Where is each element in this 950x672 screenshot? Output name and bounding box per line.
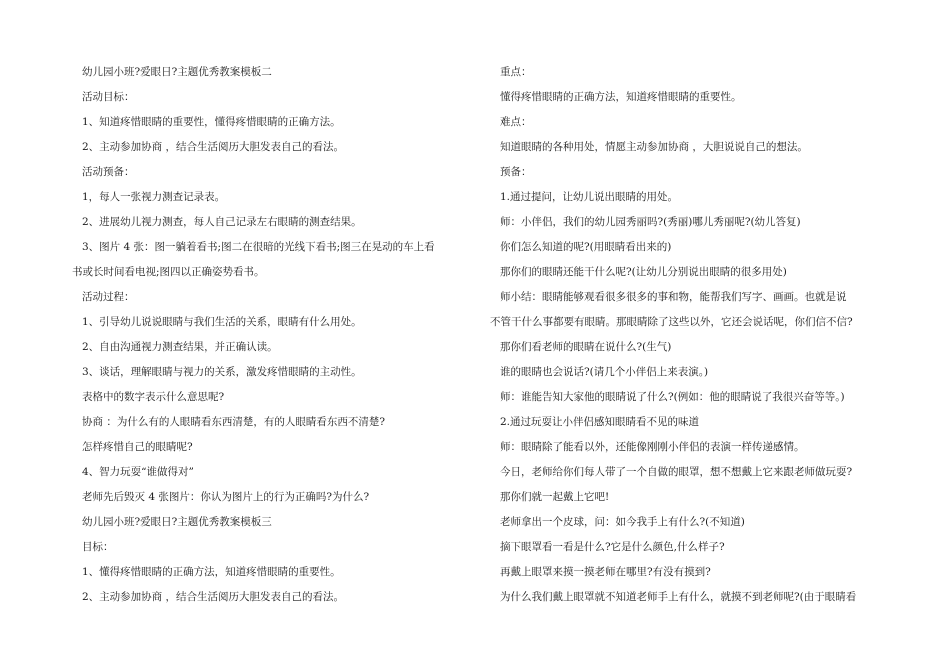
text-line: 老师先后毁灭 4 张图片：你认为图片上的行为正确吗?为什么?	[82, 491, 370, 503]
text-line: 今日，老师给你们每人带了一个自做的眼罩，想不想戴上它来跟老师做玩耍?	[500, 466, 853, 478]
text-line: 预备：	[500, 166, 532, 178]
text-line: 书或长时间看电视;图四以正确姿势看书。	[72, 266, 265, 278]
text-line: 1，每人一张视力测查记录表。	[82, 191, 226, 203]
text-line: 目标：	[82, 541, 114, 553]
text-line: 1、知道疼惜眼睛的重要性，懂得疼惜眼睛的正确方法。	[82, 116, 341, 128]
text-line: 怎样疼惜自己的眼睛呢?	[82, 441, 193, 453]
text-line: 2.通过玩耍让小伴侣感知眼睛看不见的味道	[500, 416, 700, 428]
text-line: 知道眼睛的各种用处，情愿主动参加协商 ，大胆说说自己的想法。	[500, 141, 808, 153]
text-line: 协商 ：为什么有的人眼睛看东西清楚，有的人眼睛看东西不清楚?	[82, 416, 385, 428]
text-line: 那你们就一起戴上它吧!	[500, 491, 610, 503]
text-line: 幼儿园小班?爱眼日?主题优秀教案模板二	[82, 66, 272, 78]
text-line: 2、主动参加协商 ，结合生活阅历大胆发表自己的看法。	[82, 141, 345, 153]
text-line: 1、懂得疼惜眼睛的正确方法，知道疼惜眼睛的重要性。	[82, 566, 341, 578]
text-line: 师：小伴侣，我们的幼儿园秀丽吗?(秀丽)哪儿秀丽呢?(幼儿答复)	[500, 216, 801, 228]
text-line: 师小结：眼睛能够观看很多很多的事和物，能帮我们写字、画画。也就是说	[500, 291, 847, 303]
text-line: 再戴上眼罩来摸一摸老师在哪里?有没有摸到?	[500, 566, 711, 578]
text-line: 2、主动参加协商 ，结合生活阅历大胆发表自己的看法。	[82, 591, 345, 603]
text-line: 那你们看老师的眼睛在说什么?(生气)	[500, 341, 672, 353]
text-line: 1、引导幼儿说说眼睛与我们生活的关系，眼睛有什么用处。	[82, 316, 362, 328]
text-line: 重点：	[500, 66, 532, 78]
text-line: 那你们的眼睛还能干什么呢?(让幼儿分别说出眼睛的很多用处)	[500, 266, 787, 278]
text-line: 师：谁能告知大家他的眼睛说了什么?(例如：他的眼睛说了我很兴奋等等。)	[500, 391, 845, 403]
text-line: 摘下眼罩看一看是什么?它是什么颜色,什么样子?	[500, 541, 725, 553]
left-column	[72, 60, 460, 610]
text-line: 你们怎么知道的呢?(用眼睛看出来的)	[500, 241, 672, 253]
text-line: 4、智力玩耍“谁做得对”	[82, 466, 194, 478]
text-line: 表格中的数字表示什么意思呢?	[82, 391, 225, 403]
text-line: 3、谈话，理解眼睛与视力的关系，激发疼惜眼睛的主动性。	[82, 366, 362, 378]
text-line: 活动预备：	[82, 166, 135, 178]
text-line: 师：眼睛除了能看以外，还能像刚刚小伴侣的表演一样传递感情。	[500, 441, 805, 453]
text-line: 老师拿出一个皮球，问：如今我手上有什么?(不知道)	[500, 516, 745, 528]
text-line: 幼儿园小班?爱眼日?主题优秀教案模板三	[82, 516, 272, 528]
text-line: 2、自由沟通视力测查结果，并正确认读。	[82, 341, 278, 353]
text-line: 3、图片 4 张：图一躺着看书;图二在很暗的光线下看书;图三在晃动的车上看	[82, 241, 435, 253]
text-line: 2、进展幼儿视力测查，每人自己记录左右眼睛的测查结果。	[82, 216, 362, 228]
text-line: 活动目标：	[82, 91, 135, 103]
text-line: 不管干什么事都要有眼睛。那眼睛除了这些以外，它还会说话呢，你们信不信?	[490, 316, 853, 328]
text-line: 懂得疼惜眼睛的正确方法，知道疼惜眼睛的重要性。	[500, 91, 742, 103]
text-line: 谁的眼睛也会说话?(请几个小伴侣上来表演。)	[500, 366, 709, 378]
right-column	[490, 60, 882, 610]
text-line: 活动过程：	[82, 291, 135, 303]
text-line: 难点：	[500, 116, 532, 128]
text-line: 为什么我们戴上眼罩就不知道老师手上有什么，就摸不到老师呢?(由于眼睛看	[500, 591, 857, 603]
text-line: 1.通过提问，让幼儿说出眼睛的用处。	[500, 191, 679, 203]
